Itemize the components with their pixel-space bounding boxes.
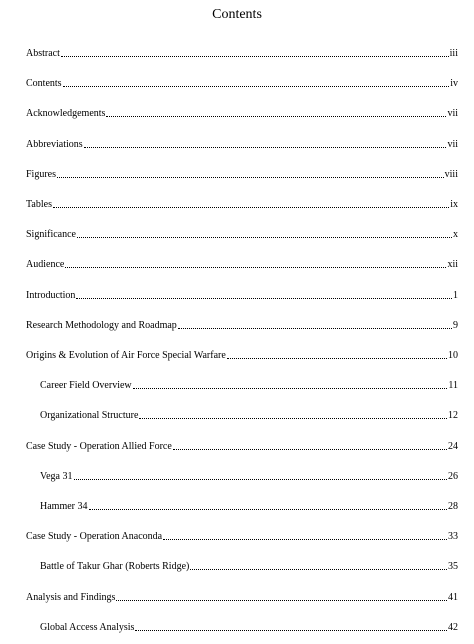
toc-dot-leader [84,146,447,148]
toc-entry-label: Contents [26,78,62,90]
toc-entry-page-number: vii [447,108,458,120]
toc-dot-leader [227,357,447,359]
toc-entry[interactable] [40,469,458,483]
toc-entry[interactable] [40,408,458,422]
toc-entry-page-number: xii [447,259,458,271]
toc-entry[interactable] [26,46,458,60]
toc-entry-page-number: iii [449,48,458,59]
toc-entry-page-number: 10 [448,350,458,361]
toc-dot-leader [135,629,447,631]
toc-entry[interactable] [26,227,458,241]
toc-entry[interactable] [40,499,458,513]
toc-dot-leader [163,538,447,540]
toc-entry-label: Tables [26,199,52,210]
toc-entry-page-number: 9 [453,319,458,331]
toc-dot-leader [74,478,448,480]
toc-dot-leader [89,508,448,510]
toc-entry-label: Battle of Takur Ghar (Roberts Ridge) [40,561,190,573]
toc-dot-leader [61,55,449,57]
toc-entry[interactable] [26,106,458,120]
toc-dot-leader [139,417,447,419]
toc-entry-label: Introduction [26,289,76,301]
toc-dot-leader [173,448,447,450]
toc-entry[interactable] [40,559,458,573]
toc-entry-label: Acknowledgements [26,108,106,120]
toc-entry-label: Analysis and Findings [26,591,116,603]
toc-entry-label: Abstract [26,48,60,59]
toc-entry-page-number: 28 [448,501,458,512]
toc-entry[interactable] [26,288,458,302]
toc-entry[interactable] [26,167,458,181]
toc-entry-page-number: 24 [448,440,458,452]
toc-entry-label: Career Field Overview [40,380,132,392]
toc-entry[interactable] [26,529,458,543]
toc-entry-page-number: 33 [448,531,458,543]
toc-dot-leader [116,599,447,601]
toc-entry-page-number: 41 [448,591,458,603]
toc-dot-leader [63,85,450,87]
page-title: Contents [212,7,262,22]
toc-entry-page-number: 42 [448,621,458,633]
toc-entry-page-number: x [453,229,458,241]
toc-dot-leader [53,206,449,208]
toc-entry-label: Case Study - Operation Allied Force [26,440,172,452]
toc-entry[interactable] [26,257,458,271]
toc-entry-page-number: ix [450,199,458,210]
toc-entry-page-number: 26 [448,470,458,482]
toc-entry-label: Figures [26,168,56,180]
toc-entry-page-number: 12 [448,410,458,422]
toc-dot-leader [57,176,444,178]
toc-dot-leader [178,327,452,329]
toc-entry-page-number: iv [450,78,458,90]
toc-entry[interactable] [26,590,458,604]
toc-entry[interactable] [26,439,458,453]
toc-dot-leader [76,297,452,299]
toc-entry-label: Hammer 34 [40,501,88,512]
toc-dot-leader [77,236,452,238]
toc-entry-label: Vega 31 [40,470,73,482]
toc-entry-label: Significance [26,229,76,241]
toc-entry[interactable] [26,318,458,332]
toc-entry-page-number: 35 [448,561,458,573]
toc-entry-label: Origins & Evolution of Air Force Special Warfare [26,350,226,361]
toc-entry-label: Abbreviations [26,138,83,150]
toc-entry[interactable] [26,76,458,90]
toc-entry-page-number: 11 [448,380,458,392]
toc-dot-leader [133,387,448,389]
toc-dot-leader [65,266,446,268]
toc-entry-page-number: viii [444,168,458,180]
toc-entry[interactable] [26,197,458,211]
toc-dot-leader [106,115,446,117]
toc-entry-label: Audience [26,259,65,271]
toc-entry[interactable] [26,348,458,362]
toc-entry-label: Global Access Analysis [40,621,135,633]
toc-dot-leader [190,568,447,570]
toc-entry[interactable] [40,620,458,634]
toc-entry[interactable] [26,137,458,151]
toc-entry-page-number: 1 [453,289,458,301]
toc-entry-page-number: vii [447,138,458,150]
toc-entry-label: Organizational Structure [40,410,139,422]
toc-entry[interactable] [40,378,458,392]
toc-entry-label: Research Methodology and Roadmap [26,319,177,331]
toc-entry-label: Case Study - Operation Anaconda [26,531,163,543]
